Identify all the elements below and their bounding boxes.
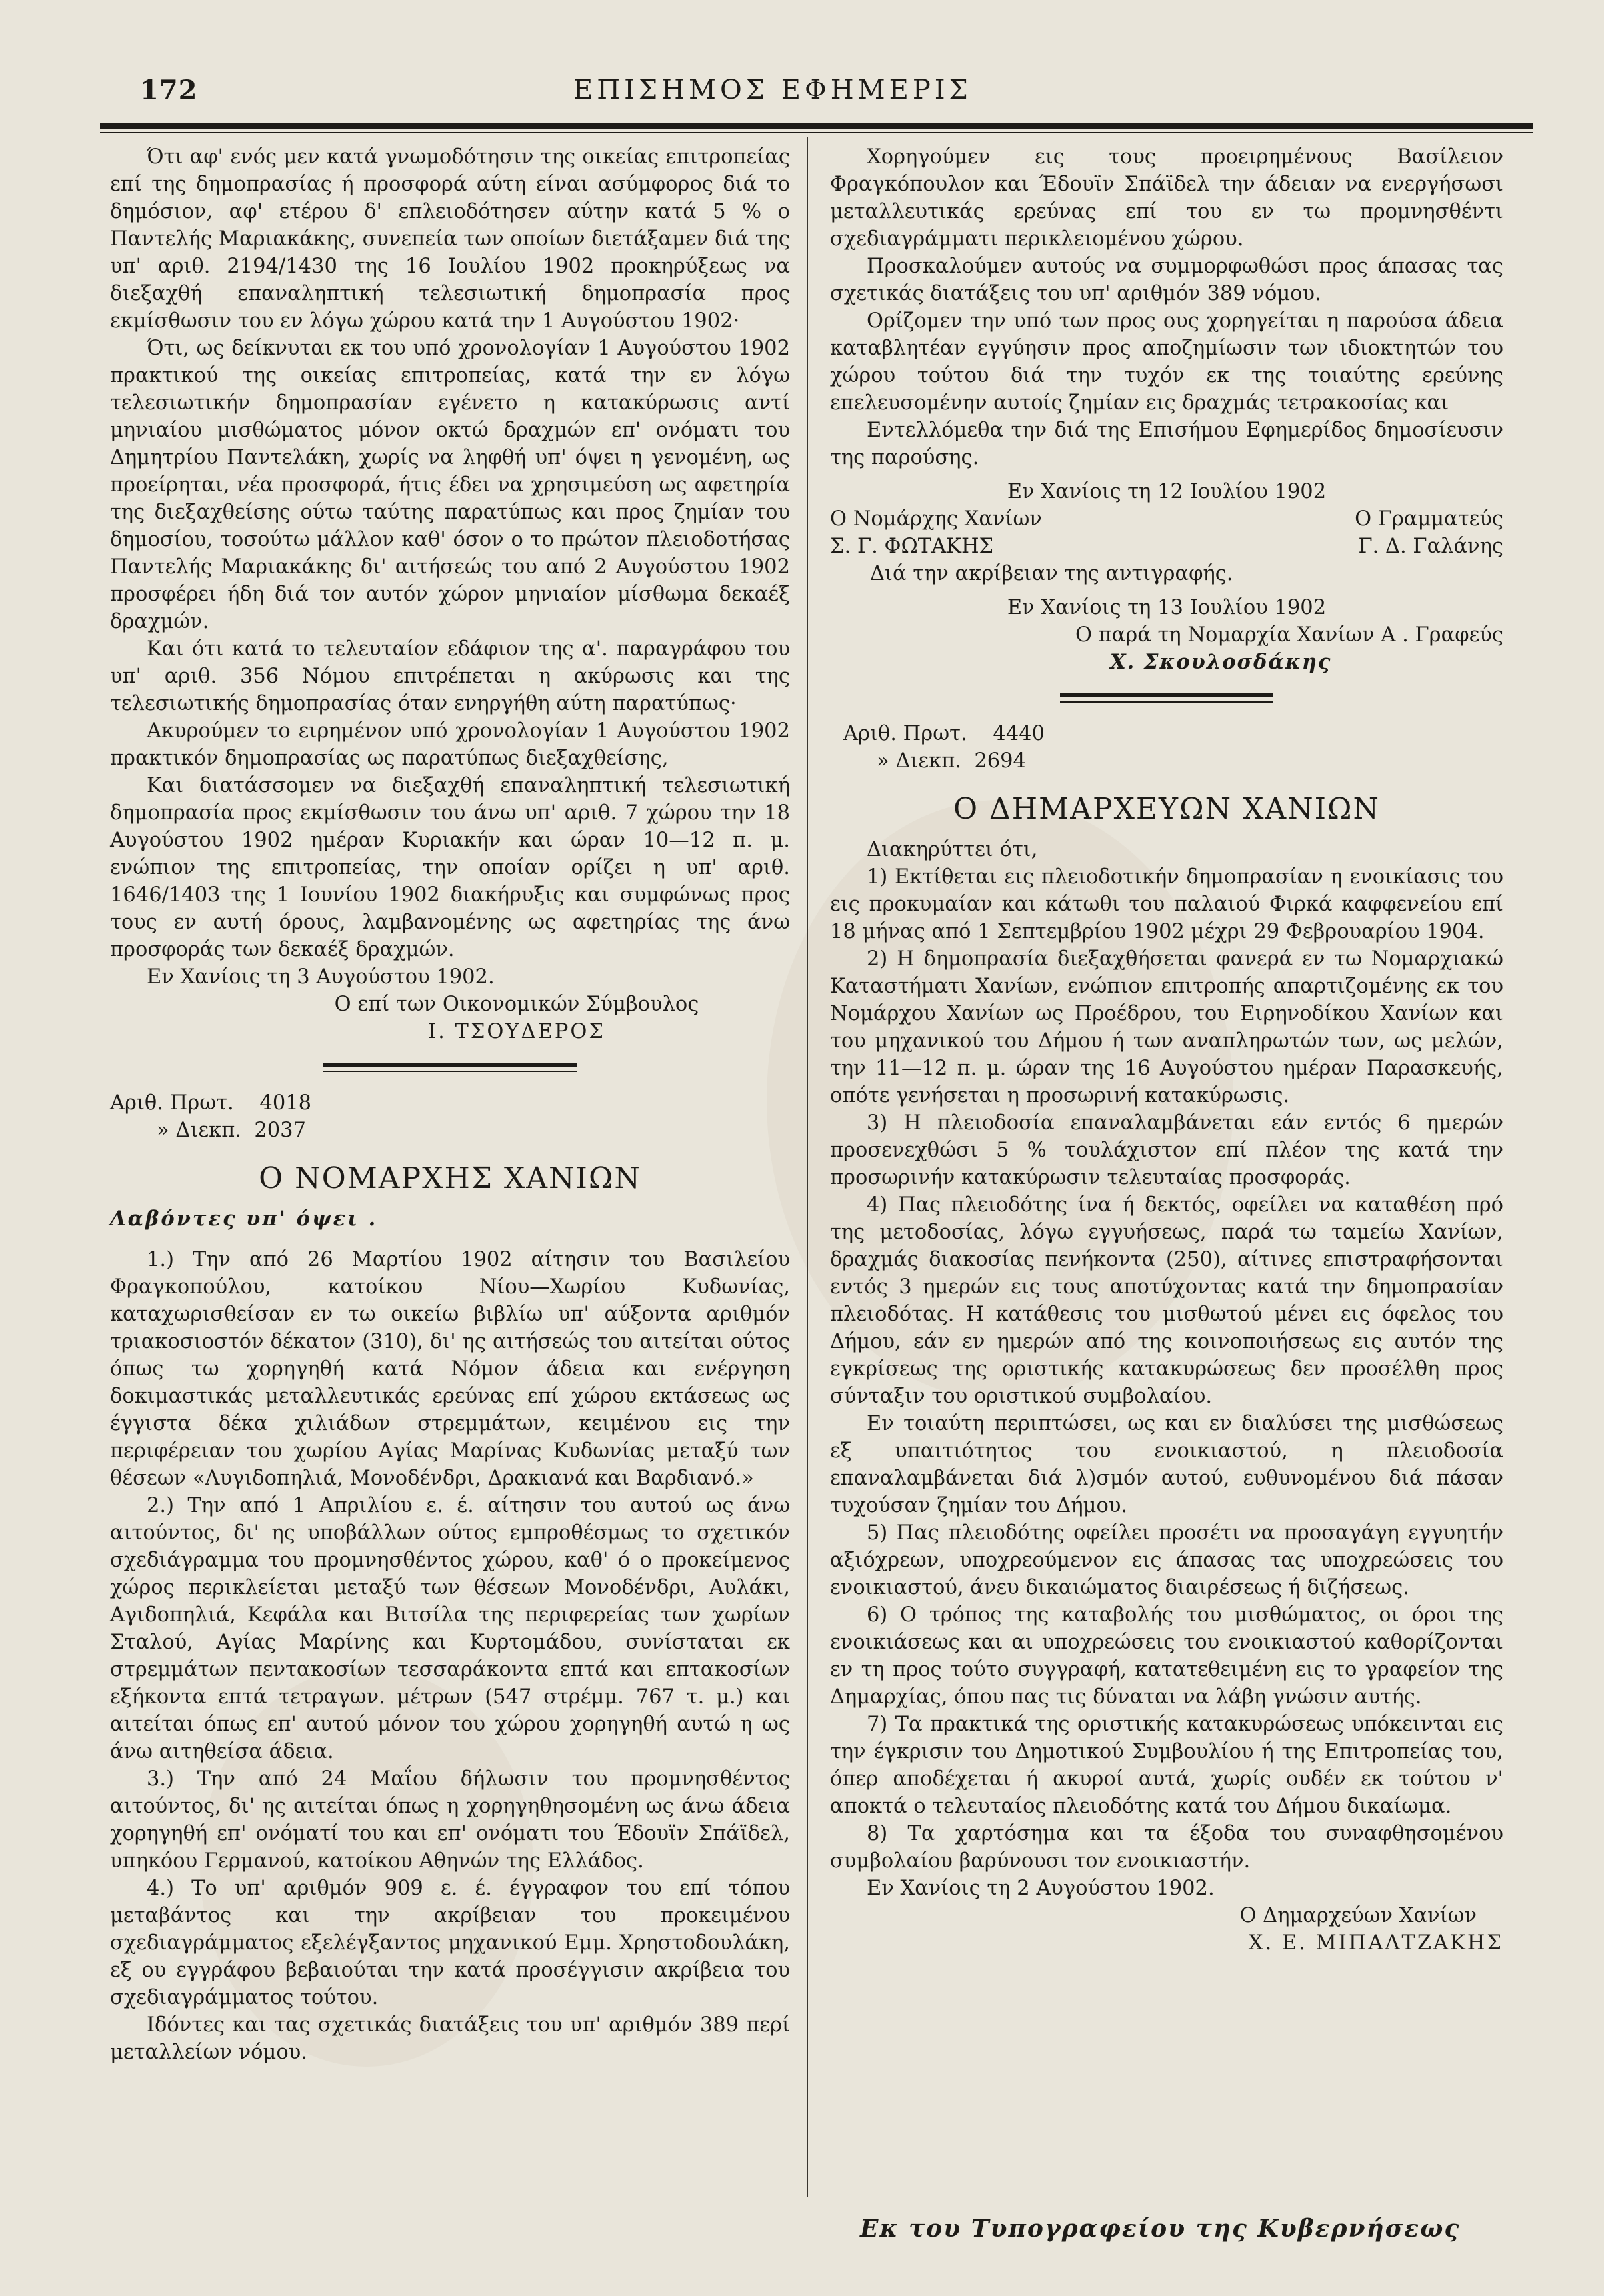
section-subheading: Λαβόντες υπ' όψει . xyxy=(110,1207,378,1231)
paragraph: 5) Πας πλειοδότης οφείλει προσέτι να προσαγάγη εγγυητήν αξιόχρεων, υποχρεούμενον εις άπασας τας υποχρεώσεις του ενοικιαστού, άνευ δικαιώματος διαιρέσεως ή διζήσεως. xyxy=(830,1521,1503,1599)
section-heading: Ο ΝΟΜΑΡΧΗΣ ΧΑΝΙΩΝ xyxy=(259,1161,641,1195)
protocol-number-line xyxy=(110,1089,790,1117)
paragraph: 3) Η πλειοδοσία επαναλαμβάνεται εάν εντός 6 ημερών προσενεχθώσι 5 % τουλάχιστον επί πλέον της κατά την προσωρινήν κατακύρωσιν τελευταίας προσφοράς. xyxy=(830,1111,1503,1189)
paragraph: Εν τοιαύτη περιπτώσει, ως και εν διαλύσει της μισθώσεως εξ υπαιτιότητος του ενοικιαστού, η πλειοδοσία επαναλαμβάνεται διά λ)σμόν αυτού, ευθυνομένου διά πάσαν τυχούσαν ζημίαν του Δήμου. xyxy=(830,1412,1503,1517)
right-column xyxy=(830,143,1503,1957)
dispatch-number: 2037 xyxy=(254,1119,306,1142)
signature-title: Ο Νομάρχης Χανίων xyxy=(830,507,1042,531)
signature-name: Σ. Γ. ΦΩΤΑΚΗΣ xyxy=(830,535,994,558)
protocol-label: Αριθ. Πρωτ. xyxy=(843,722,967,745)
paragraph: 4) Πας πλειοδότης ίνα ή δεκτός, οφείλει να καταθέση πρό της μετοδοσίας, λόγω εγγυήσεως, παρά τω ταμείω Χανίων, δραχμάς διακοσίας πενήκοντα (250), αίτινες επιστραφήσονται εντός 3 ημερών εις τους αποτύχοντας κατά την δημοπρασίαν πλειοδότας. Η κατάθεσις του μισθωτού μένει εις όφελος του Δήμου, εάν εν ημερών από της κοινοποιήσεως εις αυτόν της εγκρίσεως της οριστικής κατακυρώσεως δεν προσέλθη προς σύνταξιν του οριστικού συμβολαίου. xyxy=(830,1193,1503,1408)
paragraph: 3.) Την από 24 Μαΐου δήλωσιν του προμνησθέντος αιτούντος, δι' ης αιτείται όπως η χορηγηθησομένη ως άνω άδεια χορηγηθή επ' ονόματί του και επ' ονόματι του Έδουϊν Σπάϊδελ, υπηκόου Γερμανού, κατοίκου Αθηνών της Ελλάδος. xyxy=(110,1767,790,1873)
paragraph: Χορηγούμεν εις τους προειρημένους Βασίλειον Φραγκόπουλον και Έδουϊν Σπάϊδελ την άδειαν να ενεργήσωσι μεταλλευτικάς ερεύνας επί του εν τω προμνησθέντι σχεδιαγράμματι περικλειομένου χώρου. xyxy=(830,145,1503,251)
paragraph: 4.) Το υπ' αριθμόν 909 ε. έ. έγγραφον του επί τόπου μεταβάντος και την ακρίβειαν του προκειμένου σχεδιαγράμματος εξελέγξαντος μηχανικού Εμμ. Χρηστοδουλάκη, εξ ου εγγράφου βεβαιούται την κατά προσέγγισιν ακρίβεια του σχεδιαγράμματος τούτου. xyxy=(110,1877,790,2009)
masthead: ΕΠΙΣΗΜΟΣ ΕΦΗΜΕΡΙΣ xyxy=(573,75,972,105)
paragraph: Ότι αφ' ενός μεν κατά γνωμοδότησιν της οικείας επιτροπείας επί της δημοπρασίας ή προσφορά αύτη είναι ασύμφορος διά το δημόσιον, αφ' ετέρου δ' επλειοδότησεν αύτην κατά 5 % ο Παντελής Μαριακάκης, συνεπεία των οποίων διετάξαμεν διά της υπ' αριθ. 2194/1430 της 16 Ιουλίου 1902 προκηρύξεως να διεξαχθή επαναληπτική τελεσιωτική δημοπρασία προς εκμίσθωσιν του εν λόγω χώρου κατά την 1 Αυγούστου 1902· xyxy=(110,145,790,333)
section-intro: Διακηρύττει ότι, xyxy=(867,838,1038,861)
paragraph: Ιδόντες και τας σχετικάς διατάξεις του υπ' αριθμόν 389 περί μεταλλείων νόμου. xyxy=(110,2013,790,2064)
paragraph: 2) Η δημοπρασία διεξαχθήσεται φανερά εν τω Νομαρχιακώ Καταστήματι Χανίων, ενώπιον επιτροπής απαρτιζομένης εκ του Νομάρχου Χανίων ως Προέδρου, του Ειρηνοδίκου Χανίων και του μηχανικού του Δήμου ή των αναπληρωτών των, ως μελών, την 11—12 π. μ. ώραν της 16 Αυγούστου ημέραν Παρασκευής, οπότε γενήσεται η προσωρινή κατακύρωσις. xyxy=(830,947,1503,1107)
section-separator xyxy=(323,1063,577,1067)
dispatch-number-line xyxy=(830,747,1503,775)
page-number: 172 xyxy=(140,75,198,106)
section-heading: Ο ΔΗΜΑΡΧΕΥΩΝ ΧΑΝΙΩΝ xyxy=(953,792,1381,826)
paragraph: 1.) Την από 26 Μαρτίου 1902 αίτησιν του Βασιλείου Φραγκοπούλου, κατοίκου Νίου—Χωρίου Κυδωνίας, καταχωρισθείσαν εν τω οικείω βιβλίω υπ' αύξοντα αριθμόν τριακοσιοστόν δέκατον (310), δι' ης αιτήσεώς του αιτείται ούτος όπως τω χορηγηθή κατά Νόμον άδεια και ενέργηση δοκιμαστικάς μεταλλευτικάς ερεύνας επί χώρου εκτάσεως ως έγγιστα δέκα χιλιάδων στρεμμάτων, κειμένου εις την περιφέρειαν του χωρίου Αγίας Μαρίνας Κυδωνίας μεταξύ των θέσεων «Λυγιδοπηλιά, Μονοδένδρι, Δρακιανά και Βαρδιανό.» xyxy=(110,1248,790,1490)
signature-name: Ι. ΤΣΟΥΔΕΡΟΣ xyxy=(428,1020,605,1043)
signature-name: Γ. Δ. Γαλάνης xyxy=(1358,535,1503,558)
paragraph: Προσκαλούμεν αυτούς να συμμορφωθώσι προς άπασας τας σχετικάς διατάξεις του υπ' αριθμόν 389 νόμου. xyxy=(830,255,1503,305)
signature-title: Ο παρά τη Νομαρχία Χανίων Α . Γραφεύς xyxy=(1075,623,1503,647)
dispatch-label: » Διεκπ. xyxy=(157,1119,241,1142)
accuracy-note: Διά την ακρίβειαν της αντιγραφής. xyxy=(870,562,1233,585)
paragraph: Και ότι κατά το τελευταίον εδάφιον της α'. παραγράφου του υπ' αριθ. 356 Νόμου επιτρέπεται η ακύρωσις και της τελεσιωτικής δημοπρασίας όταν ενηργήθη αύτη παρατύπως· xyxy=(110,637,790,715)
paragraph: Εντελλόμεθα την διά της Επισήμου Εφημερίδος δημοσίευσιν της παρούσης. xyxy=(830,419,1503,469)
signature-title: Ο Γραμματεύς xyxy=(1355,507,1503,531)
section-separator-thin xyxy=(1060,701,1273,703)
protocol-number: 4018 xyxy=(259,1091,312,1115)
signature-pair xyxy=(830,533,1503,560)
protocol-number-line xyxy=(830,720,1503,747)
paragraph: Ακυρούμεν το ειρημένον υπό χρονολογίαν 1 Αυγούστου 1902 πρακτικόν δημοπρασίας ως παρατύπως διεξαχθείσης, xyxy=(110,719,790,770)
paragraph: Ορίζομεν την υπό των προς ους χορηγείται η παρούσα άδεια καταβλητέαν εγγύησιν προς αποζημίωσιν των ιδιοκτητών του χώρου τούτου διά την τυχόν εκ της τοιαύτης ερεύνης επελευσομένην αυτοίς ζημίαν εις δραχμάς τετρακοσίας και xyxy=(830,309,1503,415)
signature-pair xyxy=(830,505,1503,533)
paragraph: 6) Ο τρόπος της καταβολής του μισθώματος, οι όροι της ενοικιάσεως και αι υποχρεώσεις του ενοικιαστού καθορίζονται εν τη προς τούτο συγγραφή, κατατεθειμένη εις το γραφείον της Δημαρχίας, όπου πας τις δύναται να λάβη γνώσιν αυτής. xyxy=(830,1603,1503,1709)
column-divider xyxy=(807,137,808,2197)
dispatch-label: » Διεκπ. xyxy=(877,749,961,773)
section-separator xyxy=(1060,693,1273,697)
left-column xyxy=(110,143,790,2066)
header-rule-thin xyxy=(100,132,1533,133)
date-line: Εν Χανίοις τη 2 Αυγούστου 1902. xyxy=(867,1877,1215,1900)
paragraph: 7) Τα πρακτικά της οριστικής κατακυρώσεως υπόκεινται εις την έγκρισιν του Δημοτικού Συμβουλίου ή της Επιτροπείας του, όπερ αποδέχεται ή ακυροί αυτά, χωρίς ουδέν εκ τούτου ν' αποκτά ο τελευταίος πλειοδότης κατά του Δήμου δικαίωμα. xyxy=(830,1713,1503,1818)
section-separator-thin xyxy=(323,1071,577,1072)
printer-imprint: Εκ του Τυπογραφείου της Κυβερνήσεως xyxy=(860,2215,1461,2243)
dispatch-number: 2694 xyxy=(974,749,1026,773)
signature-title: Ο επί των Οικονομικών Σύμβουλος xyxy=(334,993,699,1016)
paragraph: Ότι, ως δείκνυται εκ του υπό χρονολογίαν 1 Αυγούστου 1902 πρακτικού της οικείας επιτροπείας, κατά την εν λόγω τελεσιωτικήν δημοπρασίαν εγένετο η κατακύρωσις αντί μηνιαίου μισθώματος μόνον οκτώ δραχμών επ' ονόματι του Δημητρίου Παντελάκη, χωρίς να ληφθή υπ' όψει η γενομένη, ως προείρηται, νέα προσφορά, ήτις έδει να χρησιμεύση ως αφετηρία της διεξαχθείσης ούτω ταύτης παρατύπως και προς ζημίαν του δημοσίου, τοσούτω μάλλον καθ' όσον ο το πρώτον πλειοδοτήσας Παντελής Μαριακάκης δι' αιτήσεώς του από 2 Αυγούστου 1902 προσφέρει ήδη διά τον αυτόν χώρον μηνιαίον μίσθωμα δεκαέξ δραχμών. xyxy=(110,337,790,633)
paragraph: 2.) Την από 1 Απριλίου ε. έ. αίτησιν του αυτού ως άνω αιτούντος, δι' ης υποβάλλων ούτος εμπροθέσμως το σχετικόν σχεδιάγραμμα του προμνησθέντος χώρου, καθ' ό ο προκείμενος χώρος περικλείεται μεταξύ των θέσεων Μονοδένδρι, Αυλάκι, Αγιδοπηλιά, Κεφάλα και Βιτσίλα της περιφερείας των χωρίων Σταλού, Αγίας Μαρίνης και Κυρτομάδου, συνίσταται εκ στρεμμάτων πεντακοσίων τεσσαράκοντα επτά και επτακοσίων εξήκοντα επτά τετραγων. μέτρων (547 στρέμμ. 767 τ. μ.) και αιτείται όπως επ' αυτού μόνον του χώρου χορηγηθή αυτώ η ως άνω αιτηθείσα άδεια. xyxy=(110,1494,790,1763)
date-line: Εν Χανίοις τη 3 Αυγούστου 1902. xyxy=(147,965,495,989)
dispatch-number-line xyxy=(110,1117,790,1144)
date-line: Εν Χανίοις τη 12 Ιουλίου 1902 xyxy=(1007,480,1327,503)
protocol-label: Αριθ. Πρωτ. xyxy=(110,1091,234,1115)
signature-title: Ο Δημαρχεύων Χανίων xyxy=(1239,1904,1477,1927)
protocol-number: 4440 xyxy=(993,722,1045,745)
header-rule xyxy=(100,123,1533,129)
paragraph: Και διατάσσομεν να διεξαχθή επαναληπτική τελεσιωτική δημοπρασία προς εκμίσθωσιν του άνω υπ' αριθ. 7 χώρου την 18 Αυγούστου 1902 ημέραν Κυριακήν και ώραν 10—12 π. μ. ενώπιον της επιτροπείας, την οποίαν ορίζει η υπ' αριθ. 1646/1403 της 1 Ιουνίου 1902 διακήρυξις και συμφώνως προς τους εν αυτή όρους, λαμβανομένης ως αφετηρίας της άνω προσφοράς των δεκαέξ δραχμών. xyxy=(110,774,790,961)
paragraph: 8) Τα χαρτόσημα και τα έξοδα του συναφθησομένου συμβολαίου βαρύνουσι τον ενοικιαστήν. xyxy=(830,1822,1503,1873)
date-line: Εν Χανίοις τη 13 Ιουλίου 1902 xyxy=(1007,596,1327,619)
signature-name: Χ. Σκουλοσδάκης xyxy=(1110,650,1332,674)
paragraph: 1) Εκτίθεται εις πλειοδοτικήν δημοπρασίαν η ενοικίασις του εις προκυμαίαν και κάτωθι του παλαιού Φιρκά καφφενείου επί 18 μήνας από 1 Σεπτεμβρίου 1902 μέχρι 29 Φεβρουαρίου 1904. xyxy=(830,865,1503,943)
signature-name: Χ. Ε. ΜΙΠΑΛΤΖΑΚΗΣ xyxy=(1248,1931,1503,1955)
